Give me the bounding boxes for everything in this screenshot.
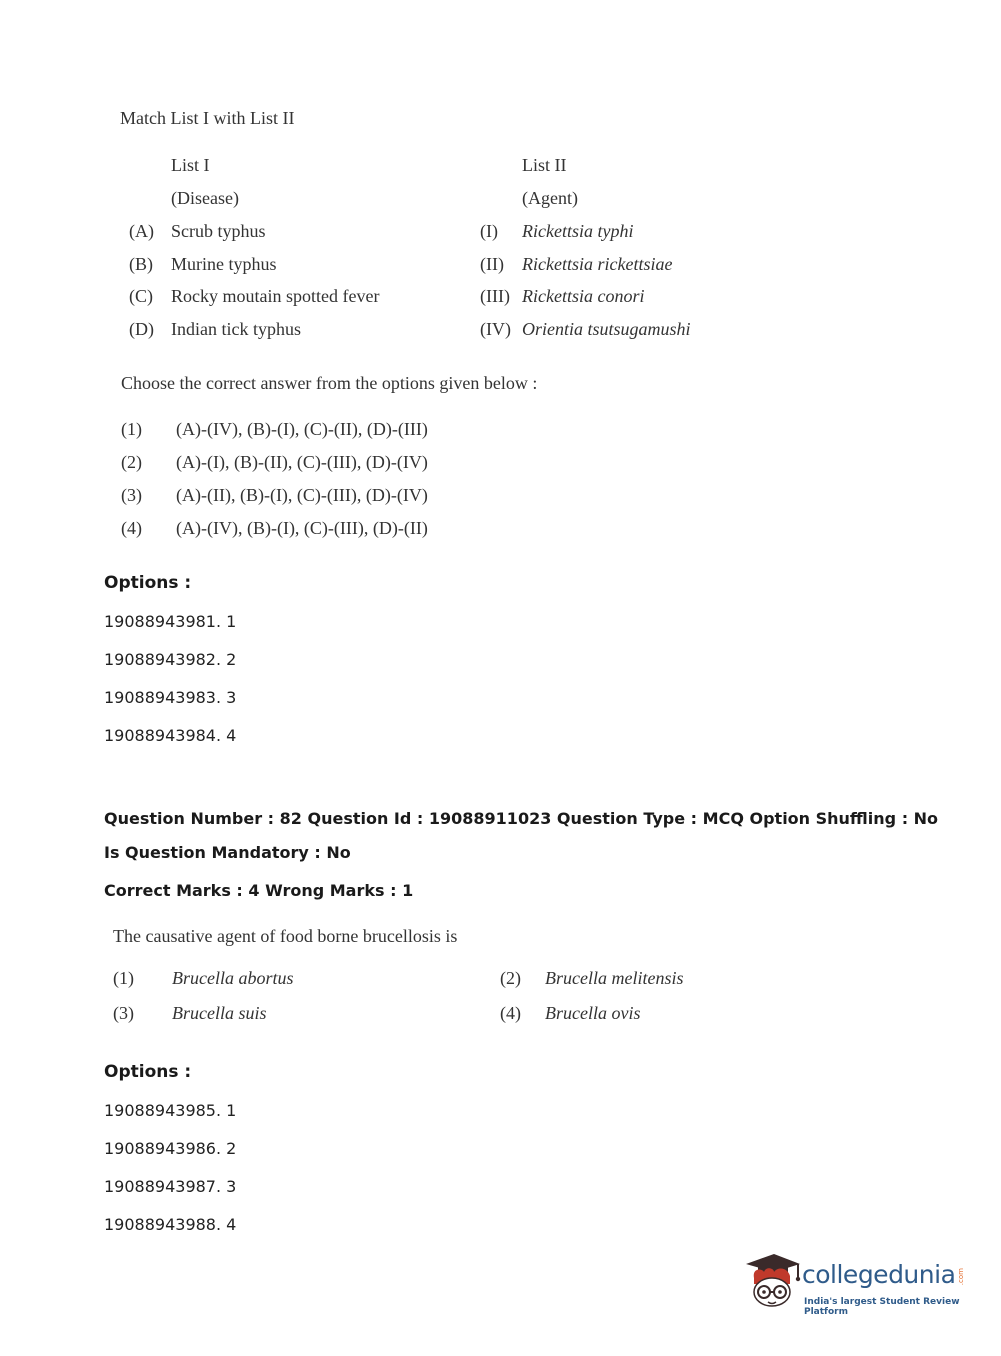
- q2-option-3: 19088943987. 3: [104, 1177, 237, 1196]
- list1-value-b: Murine typhus: [171, 254, 277, 274]
- list1-value-a: Scrub typhus: [171, 221, 266, 241]
- q2-choice-text-2: Brucella melitensis: [545, 968, 684, 988]
- list2-key-i: (I): [480, 221, 498, 241]
- list2-title: List II: [522, 155, 567, 175]
- q2-option-2: 19088943986. 2: [104, 1139, 237, 1158]
- collegedunia-logo: [740, 1250, 970, 1320]
- list1-key-d: (D): [129, 319, 154, 339]
- list1-key-b: (B): [129, 254, 153, 274]
- q1-option-2: 19088943982. 2: [104, 650, 237, 669]
- list2-subtitle: (Agent): [522, 188, 578, 208]
- list1-value-d: Indian tick typhus: [171, 319, 301, 339]
- q1-choice-text-3: (A)-(II), (B)-(I), (C)-(III), (D)-(IV): [176, 485, 428, 505]
- q1-choice-number-3: (3): [121, 485, 142, 505]
- q1-option-4: 19088943984. 4: [104, 726, 237, 745]
- q1-choose-instruction: Choose the correct answer from the options given below :: [121, 373, 538, 393]
- q2-choice-number-4: (4): [500, 1003, 521, 1023]
- q1-option-1: 19088943981. 1: [104, 612, 237, 631]
- list2-key-ii: (II): [480, 254, 504, 274]
- q2-option-1: 19088943985. 1: [104, 1101, 237, 1120]
- list2-value-iii: Rickettsia conori: [522, 286, 645, 306]
- list2-key-iv: (IV): [480, 319, 511, 339]
- q2-choice-number-2: (2): [500, 968, 521, 988]
- list1-title: List I: [171, 155, 210, 175]
- q2-meta-line-3: Correct Marks : 4 Wrong Marks : 1: [104, 881, 414, 900]
- logo-tagline: India's largest Student Review Platform: [804, 1297, 960, 1317]
- list2-value-ii: Rickettsia rickettsiae: [522, 254, 673, 274]
- q2-meta-line-2: Is Question Mandatory : No: [104, 843, 351, 862]
- list1-key-c: (C): [129, 286, 153, 306]
- list1-subtitle: (Disease): [171, 188, 239, 208]
- q2-option-4: 19088943988. 4: [104, 1215, 237, 1234]
- mascot-icon: [740, 1250, 802, 1312]
- logo-com-suffix: .com: [957, 1268, 965, 1286]
- q1-choice-text-4: (A)-(IV), (B)-(I), (C)-(III), (D)-(II): [176, 518, 428, 538]
- list2-value-iv: Orientia tsutsugamushi: [522, 319, 691, 339]
- q2-choice-text-4: Brucella ovis: [545, 1003, 641, 1023]
- q1-choice-number-2: (2): [121, 452, 142, 472]
- list1-key-a: (A): [129, 221, 154, 241]
- q1-choice-text-1: (A)-(IV), (B)-(I), (C)-(II), (D)-(III): [176, 419, 428, 439]
- q2-choice-text-1: Brucella abortus: [172, 968, 294, 988]
- q2-choice-number-3: (3): [113, 1003, 134, 1023]
- q1-option-3: 19088943983. 3: [104, 688, 237, 707]
- q2-choice-text-3: Brucella suis: [172, 1003, 267, 1023]
- q1-choice-text-2: (A)-(I), (B)-(II), (C)-(III), (D)-(IV): [176, 452, 428, 472]
- q2-choice-number-1: (1): [113, 968, 134, 988]
- list2-key-iii: (III): [480, 286, 510, 306]
- q2-prompt: The causative agent of food borne brucellosis is: [113, 926, 458, 946]
- q2-options-label: Options :: [104, 1062, 192, 1082]
- q1-choice-number-1: (1): [121, 419, 142, 439]
- logo-wordmark: collegedunia: [802, 1260, 956, 1289]
- q2-meta-line-1: Question Number : 82 Question Id : 19088911023 Question Type : MCQ Option Shuffling : No: [104, 809, 939, 828]
- q1-prompt: Match List I with List II: [120, 108, 295, 128]
- q1-options-label: Options :: [104, 573, 192, 593]
- list1-value-c: Rocky moutain spotted fever: [171, 286, 380, 306]
- list2-value-i: Rickettsia typhi: [522, 221, 634, 241]
- q1-choice-number-4: (4): [121, 518, 142, 538]
